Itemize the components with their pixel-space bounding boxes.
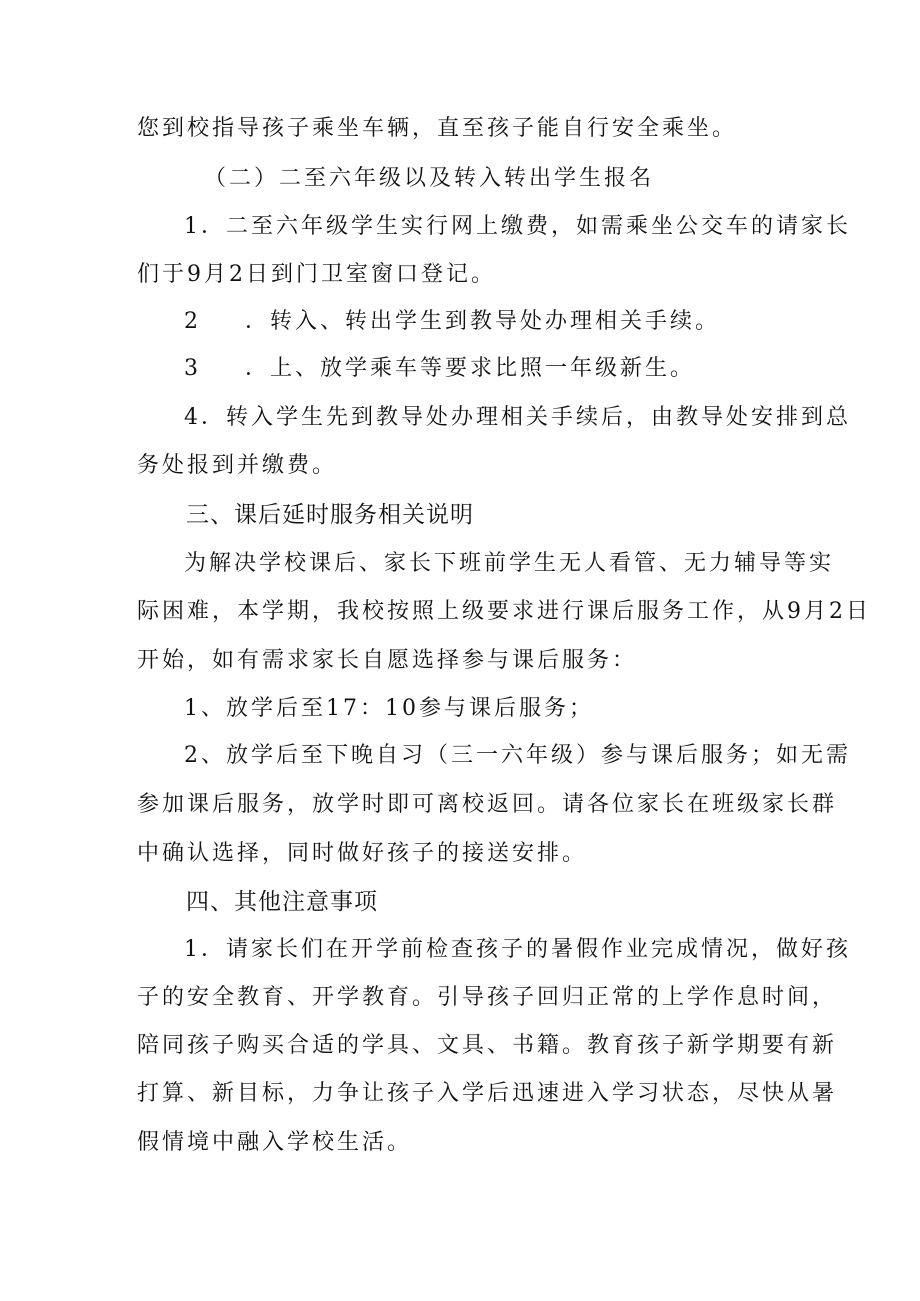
paragraph-line: 务处报到并缴费。 bbox=[137, 453, 338, 478]
paragraph-line: 际困难，本学期，我校按照上级要求进行课后服务工作，从9月2日 bbox=[137, 599, 871, 624]
list-item-text: ．上、放学乘车等要求比照一年级新生。 bbox=[245, 356, 696, 381]
paragraph-line: 打算、新目标，力争让孩子入学后迅速进入学习状态，尽快从暑 bbox=[137, 1081, 838, 1106]
paragraph-line: 陪同孩子购买合适的学具、文具、书籍。教育孩子新学期要有新 bbox=[137, 1033, 838, 1058]
paragraph-line: 4．转入学生先到教导处办理相关手续后，由教导处安排到总 bbox=[184, 405, 851, 430]
section-heading: 四、其他注意事项 bbox=[186, 889, 378, 915]
paragraph-line: 开始，如有需求家长自愿选择参与课后服务： bbox=[137, 648, 638, 673]
list-item bbox=[184, 354, 695, 384]
paragraph-line: 为解决学校课后、家长下班前学生无人看管、无力辅导等实 bbox=[184, 551, 835, 576]
list-item-text: ．转入、转出学生到教导处办理相关手续。 bbox=[245, 309, 721, 334]
list-item: 2、放学后至下晚自习（三一六年级）参与课后服务；如无需 bbox=[184, 743, 851, 768]
paragraph-line: 1．请家长们在开学前检查孩子的暑假作业完成情况，做好孩 bbox=[184, 937, 851, 962]
paragraph-line: 中确认选择，同时做好孩子的接送安排。 bbox=[137, 841, 588, 866]
section-heading: 三、课后延时服务相关说明 bbox=[186, 502, 474, 528]
subsection-heading: （二）二至六年级以及转入转出学生报名 bbox=[204, 166, 655, 191]
paragraph-line: 参加课后服务，放学时即可离校返回。请各位家长在班级家长群 bbox=[137, 792, 838, 817]
paragraph-line: 1．二至六年级学生实行网上缴费，如需乘坐公交车的请家长 bbox=[184, 214, 851, 239]
paragraph-line: 们于9月2日到门卫室窗口登记。 bbox=[137, 262, 496, 287]
list-item-number: 3 bbox=[184, 356, 201, 381]
list-item: 1、放学后至17：10参与课后服务； bbox=[184, 696, 594, 721]
list-item-number: 2 bbox=[184, 309, 201, 334]
paragraph-line: 假情境中融入学校生活。 bbox=[137, 1130, 413, 1155]
paragraph-line: 子的安全教育、开学教育。引导孩子回归正常的上学作息时间， bbox=[137, 985, 838, 1010]
paragraph-line: 您到校指导孩子乘坐车辆，直至孩子能自行安全乘坐。 bbox=[137, 116, 738, 141]
list-item bbox=[184, 307, 720, 337]
